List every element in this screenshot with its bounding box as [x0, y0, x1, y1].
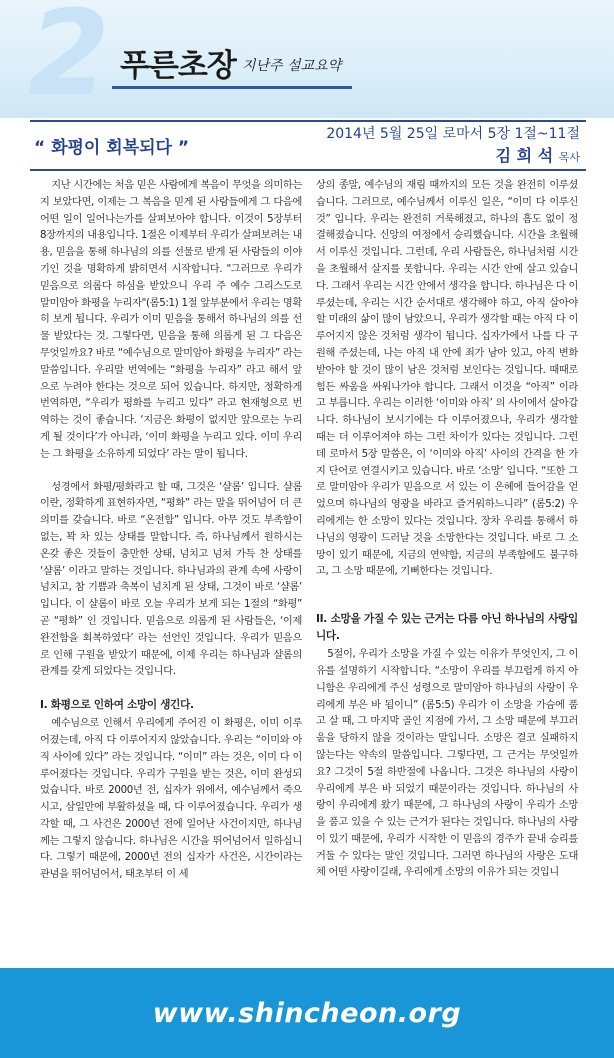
preacher — [496, 143, 580, 166]
section-underline — [112, 86, 352, 89]
paragraph: 예수님으로 인해서 우리에게 주어진 이 화평은, 이미 이루어졌는데, 아직 다 이루어지지 않았습니다. 우리는 “이미와 아직 사이에 있다” 라는 것입니다. “이미” 라는 것은, 이미 다 이루어졌다는 것입니다. 우리가 구원을 받는 것은, 이미 완성되었습니다. 바로 2000년 전, 십자가 위에서, 예수님께서 죽으시고, 삼일만에 부활하셨을 때, 다 이루어졌습니다. 우리가 생각할 때, 그 사건은 2000년 전에 일어난 사건이지만, 하나님께는 그렇지 않습니다. 하나님은 시간을 뛰어넘어서 일하십니다. 그렇기 때문에, 2000년 전의 십자가 사건은, 시간이라는 관념을 뛰어넘어서, 태초부터 이 세 — [40, 718, 302, 881]
text-column-left — [40, 178, 302, 968]
section-heading: II. 소망을 가질 수 있는 근거는 다름 아닌 하나님의 사랑입니다. — [316, 613, 578, 643]
paragraph: 성경에서 화평/평화라고 할 때, 그것은 ‘샬롬’ 입니다. 샬롬이란, 정확하게 표현하자면, “평화” 라는 말을 뛰어넘어 더 큰 의미를 갖습니다. 바로 “온전함” 입니다. 아무 것도 부족함이 없는, 꽉 차 있는 상태를 말합니다. 즉, 하나님께서 원하시는 온갖 좋은 것들이 충만한 상태, 넘치고 넘쳐 가득 찬 상태를 ‘샬롬’ 이라고 말하는 것입니다. 하나님과의 관계 속에 사랑이 넘치고, 참 기쁨과 축복이 넘치게 된 상태, 그것이 바로 ‘샬롬’ 입니다. 이 샬롬이 바로 오늘 우리가 보게 되는 1절의 “화평” 곧 “평화” 인 것입니다. 믿음으로 의롭게 된 사람들은, ‘이제 완전함을 회복하였다’ 라는 선언인 것입니다. 우리가 믿음으로 인해 구원을 받았기 때문에, 이제 우리는 하나님과 샬롬의 관계를 갖게 되었다는 것입니다. — [40, 481, 302, 678]
section-title: 푸른초장 — [120, 48, 236, 84]
paragraph: 상의 종말, 예수님의 재림 때까지의 모든 것을 완전히 이루셨습니다. 그러므로, 예수님께서 이루신 일은, “이미 다 이루신 것” 입니다. 우리는 완전히 거룩해졌고, 하나의 흠도 없이 정결해졌습니다. 신앙의 여정에서 승리했습니다. 시간을 초월해서 이루신 것입니다. 그런데, 우리 사람들은, 하나님처럼 시간을 초월해서 살지를 못합니다. 우리는 시간 안에 살고 있습니다. 그래서 우리는 시간 안에서 생각을 합니다. 하나님은 다 이루셨는데, 우리는 시간 순서대로 생각해야 하고, 아직 살아야 할 미래의 삶이 많이 남았으니, 우리가 생각할 때는 아직 다 이루어지지 않은 것처럼 생각이 됩니다. 십자가에서 나를 다 구원해 주셨는데, 나는 아직 내 안에 죄가 남아 있고, 아직 변화 받아야 할 것이 많이 남은 것처럼 보인다는 것입니다. 때때로 힘든 싸움을 싸워나가야 합니다. 그래서 이것을 “아직” 이라고 부릅니다. 우리는 이러한 ‘이미와 아직’ 의 사이에서 살아갑니다. 하나님이 보시기에는 다 이루어졌으나, 우리가 생각할 때는 더 이루어져야 하는 그런 차이가 있다는 것입니다. 그런데 로마서 5장 말씀은, 이 ‘이미와 아직’ 사이의 간격을 한 가지 단어로 연결시키고 있습니다. 바로 ‘소망’ 입니다. “또한 그로 말미암아 우리가 믿음으로 서 있는 이 은혜에 들어감을 얻었으며 하나님의 영광을 바라고 즐거워하느니라” (롬5:2) 우리에게는 한 소망이 있다는 것입니다. 장차 우리를 통해서 하나님의 영광이 드러날 것을 소망한다는 것입니다. 바로 그 소망이 있기 때문에, 지금의 연약함, 지금의 부족함에도 불구하고, 그 소망 때문에, 기뻐한다는 것입니다. — [316, 180, 578, 578]
section-subtitle: 지난주 설교요약 — [242, 58, 342, 74]
sermon-title: “ 화평이 회복되다 ” — [34, 138, 190, 158]
preacher-title: 목사 — [558, 151, 580, 164]
paragraph: 지난 시간에는 처음 믿은 사람에게 복음이 무엇을 의미하는지 보았다면, 이제는 그 복음을 믿게 된 사람들에게 그 다음에 어떤 일이 일어나는가를 살펴보아야 합니다. 이것이 5장부터 8장까지의 내용입니다. 1절은 이제부터 우리가 살펴보려는 내용, 믿음을 통해 하나님의 의를 선물로 받게 된 사람들의 이야기인 것을 명확하게 밝히면서 시작합니다. "그러므로 우리가 믿음으로 의롭다 하심을 받았으니 우리 주 예수 그리스도로 말미암아 화평을 누리자"(롬5:1) 1절 앞부분에서 우리는 명확히 보게 됩니다. 우리가 이미 믿음을 통해서 하나님의 의를 선물 받았다는 것. 그렇다면, 믿음을 통해 의롭게 된 그 다음은 무엇일까요? 바로 “예수님으로 말미암아 화평을 누리자” 라는 말씀입니다. 우리말 번역에는 “화평을 누리자” 라고 해서 앞으로 누려야 한다는 것으로 되어 있습니다. 하지만, 정확하게 번역하면, “우리가 평화를 누리고 있다” 라고 현재형으로 번역하는 것이 좋습니다. ‘지금은 화평이 없지만 앞으로는 누리게 될 것이다’가 아니라, ‘이미 화평을 누리고 있다. 이미 우리는 그 화평을 소유하게 되었다’ 라는 말이 됩니다. — [40, 180, 302, 460]
sermon-reference: 2014년 5월 25일 로마서 5장 1절~11절 — [326, 126, 580, 142]
section-number: 2 — [28, 0, 111, 122]
paragraph: 5절이, 우리가 소망을 가질 수 있는 이유가 무엇인지, 그 이유를 설명하기 시작합니다. “소망이 우리를 부끄럽게 하지 아니함은 우리에게 주신 성령으로 말미암아 하나님의 사랑이 우리에게 부은 바 됨이니” (롬5:5) 우리가 이 소망을 가슴에 품고 살 때, 그 마지막 골인 지점에 가서, 그 소망 때문에 부끄러움을 당하지 않을 것이라는 말입니다. 소망은 결코 실패하지 않는다는 약속의 말씀입니다. 그렇다면, 그 근거는 무엇일까요? 그것이 5절 하반절에 나옵니다. 그것은 하나님의 사랑이 우리에게 부은 바 되었기 때문이라는 것입니다. 하나님의 사랑이 우리에게 왔기 때문에, 그 하나님의 사랑이 우리가 소망을 품고 있을 수 있는 근거가 된다는 것입니다. 하나님의 사랑이 있기 때문에, 우리가 시작한 이 믿음의 경주가 끝내 승리를 거둘 수 있다는 말인 것입니다. 그러면 하나님의 사랑은 도대체 어떤 사랑이길래, 우리에게 소망의 이유가 되는 것입니 — [316, 649, 578, 879]
text-column-right — [316, 178, 578, 968]
page-header — [0, 0, 614, 122]
website-link[interactable]: www.shincheon.org — [152, 998, 462, 1029]
section-heading: I. 화평으로 인하여 소망이 생긴다. — [40, 699, 194, 712]
preacher-name: 김 희 석 — [495, 146, 554, 165]
